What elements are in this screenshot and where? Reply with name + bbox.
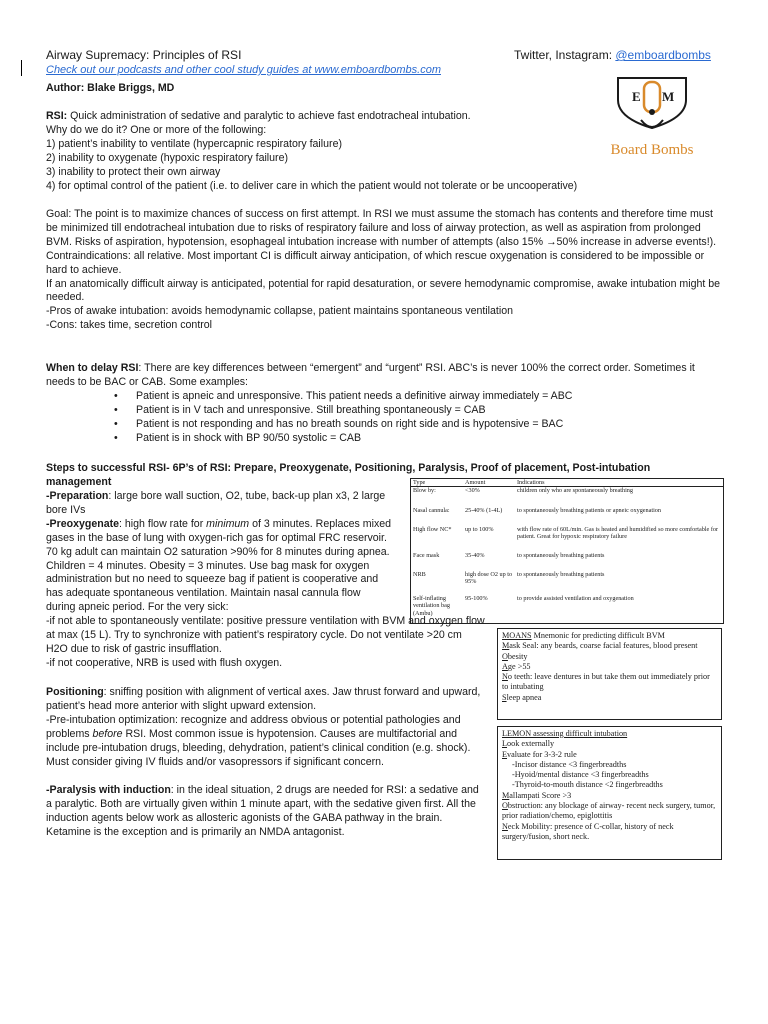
column-header: Type — [411, 479, 463, 487]
lemon-title: LEMON assessing difficult intubation — [502, 729, 628, 738]
list-item: No teeth: leave dentures in but take them out immediately prior to intubating — [502, 672, 710, 692]
delay-examples-list — [114, 390, 706, 446]
rsi-reason: 3) inability to protect their own airway — [46, 165, 221, 178]
list-item: Obstruction: any blockage of airway- recent neck surgery, tumor, prior radiation/chemo, epiglottitis — [502, 801, 716, 821]
list-item: Mask Seal: any beards, coarse facial features, blood present — [502, 641, 698, 651]
list-item: Age >55 — [502, 661, 531, 671]
contraindications-paragraph: Contraindications: all relative. Most important CI is difficult airway anticipation, of which rescue oxygenation is considered to be impossible or hard to achieve. — [46, 249, 705, 276]
moans-box — [497, 628, 722, 720]
list-item: Sleep apnea — [502, 692, 542, 702]
list-item: -Thyroid-to-mouth distance <2 fingerbreadths — [512, 780, 663, 790]
steps-heading: Steps to successful RSI- 6P’s of RSI: Prepare, Preoxygenate, Positioning, Paralysis, Proof of placement, Post-intubation management — [46, 462, 651, 488]
list-item: • Patient is apneic and unresponsive. This patient needs a definitive airway immediately = ABC — [114, 390, 706, 404]
rsi-reason: 2) inability to oxygenate (hypoxic respiratory failure) — [46, 151, 289, 164]
document-title: Airway Supremacy: Principles of RSI — [46, 48, 242, 62]
em-shield-icon — [596, 74, 708, 162]
goal-paragraph: Goal: The point is to maximize chances of success on first attempt. In RSI we must assume the stomach has contents and therefore time must be minimized till endotracheal intubation due to risks of respiratory failure and loss of airway protection, as well as aspiration from prolonged BVM. Risks of aspiration, hypotension, esophageal intubation increase with number of attempts (also 15% →50% increase in adverse events!). — [46, 208, 717, 248]
list-item: Obesity — [502, 651, 528, 661]
text-cursor — [21, 60, 22, 76]
table-row: High flow NC* up to 100% with flow rate of 60L/min. Gas is heated and humidified so more comfortable for patient. Great for hypoxic respiratory failure — [413, 525, 719, 541]
rsi-reason: 4) for optimal control of the patient (i.e. to deliver care in which the patient would not tolerate or be uncooperative) — [46, 179, 578, 192]
social-label: Twitter, Instagram: — [514, 48, 616, 62]
pre-intubation-paragraph: -Pre-intubation optimization: recognize and address obvious or potential pathologies and problems before RSI. Most common issue is hypotension. Causes are multifactorial and include pre-intubation drugs, bleeding, dehydration, patient’s clinical condition (e.g. shock). Must consider giving IV fluids and/or vasopressors if significant concern. — [46, 713, 471, 768]
positioning-section — [46, 686, 486, 769]
prep-preox-section — [46, 490, 392, 615]
list-item: Neck Mobility: presence of C-collar, history of neck surgery/fusion, short neck. — [502, 821, 674, 841]
list-item: Look externally — [502, 739, 555, 749]
column-header: Amount — [463, 479, 515, 487]
table-row: Self-inflating ventilation bag (Ambu) 95-100% to provide assisted ventilation and oxygenation — [413, 594, 634, 617]
author-line: Author: Blake Briggs, MD — [46, 82, 175, 94]
rsi-why: Why do we do it? One or more of the following: — [46, 123, 267, 136]
table-row: Blow by: <30% children only who are spontaneously breathing — [413, 487, 633, 495]
logo-initial-e: E — [632, 89, 641, 104]
positioning-paragraph: Positioning: sniffing position with alignment of vertical axes. Jaw thrust forward and upward, patient’s head more anterior with slight upward extension. — [46, 686, 481, 712]
delay-paragraph: When to delay RSI: There are key differences between “emergent” and “urgent” RSI. ABC’s is never 100% the correct order. Sometimes it needs to be BAC or CAB. Some examples: — [46, 362, 695, 388]
social-handle-link[interactable]: @emboardbombs — [615, 48, 711, 62]
goal-section — [46, 208, 722, 333]
list-item: • Patient is in V tach and unresponsive. Still breathing spontaneously = CAB — [114, 404, 706, 418]
promo-link[interactable]: Check out our podcasts and other cool study guides at www.emboardbombs.com — [46, 64, 441, 76]
paralysis-paragraph: -Paralysis with induction: in the ideal situation, 2 drugs are needed for RSI: a sedative and a paralytic. Both are virtually given within 1 minute apart, with the sedative given first. All the induction agents below work as allosteric agonists of the GABA pathway in the brain. Ketamine is the exception and is primarily an NMDA antagonist. — [46, 784, 479, 838]
logo-brand-text: Board Bombs — [610, 142, 694, 158]
rsi-section — [46, 110, 606, 193]
awake-pros: -Pros of awake intubation: avoids hemodynamic collapse, patient maintains spontaneous ventilation — [46, 305, 513, 318]
list-item: Mallampati Score >3 — [502, 790, 572, 800]
column-header: Indications — [515, 479, 723, 487]
delay-section — [46, 362, 706, 445]
list-item: Evaluate for 3-3-2 rule — [502, 749, 577, 759]
list-item: -Incisor distance <3 fingerbreadths — [512, 759, 627, 769]
table-row: Nasal cannula: 25-40% (1-4L) to spontaneously breathing patients or apneic oxygenation — [413, 506, 661, 514]
preoxygenate-paragraph: -Preoxygenate: high flow rate for minimum of 3 minutes. Replaces mixed gases in the base of lung with oxygen-rich gas for optimal FRC reservoir. 70 kg adult can maintain O2 saturation >90% for 8 minutes during apnea. Children = 4 minutes. Obesity = 3 minutes. Use bag mask for oxygen administration but no need to squeeze bag if patient is cooperative and has adequate spontaneous ventilation. Maintain nasal cannula flow during apneic period. For the very sick: — [46, 517, 392, 614]
lemon-box — [497, 726, 722, 860]
paralysis-section — [46, 784, 486, 840]
preparation-paragraph: -Preparation: large bore wall suction, O2, tube, back-up plan x3, 2 large bore IVs — [46, 490, 386, 516]
rsi-definition: RSI: Quick administration of sedative and paralytic to achieve fast endotracheal intubation. — [46, 110, 471, 122]
table-row: NRB high dose O2 up to 95% to spontaneously breathing patients — [413, 570, 605, 586]
table-row: Face mask 35-40% to spontaneously breathing patients — [413, 551, 605, 559]
table-header-row — [411, 479, 723, 487]
ppv-paragraph: -if not able to spontaneously ventilate: positive pressure ventilation with BVM and oxygen flow at max (15 L). Try to synchronize with patient’s respiratory cycle. Do not ventilate >20 cm H2O due to risk of gastric insufflation. — [46, 615, 485, 655]
difficult-airway-paragraph: If an anatomically difficult airway is anticipated, potential for rapid desaturation, or severe hemodynamic compromise, awake intubation might be needed. — [46, 277, 721, 304]
board-bombs-logo — [596, 74, 708, 162]
list-item: • Patient is in shock with BP 90/50 systolic = CAB — [114, 432, 706, 446]
oxygen-delivery-table — [410, 478, 724, 624]
awake-cons: -Cons: takes time, secretion control — [46, 319, 213, 332]
social-line — [514, 48, 711, 62]
list-item: -Hyoid/mental distance <3 fingerbreadths — [512, 770, 649, 780]
rsi-reason: 1) patient’s inability to ventilate (hypercapnic respiratory failure) — [46, 137, 342, 150]
nrb-paragraph: -if not cooperative, NRB is used with flush oxygen. — [46, 656, 283, 669]
logo-initial-m: M — [662, 89, 675, 104]
list-item: • Patient is not responding and has no breath sounds on right side and is hypotensive = BAC — [114, 418, 706, 432]
moans-title: MOANS Mnemonic for predicting difficult BVM — [502, 631, 665, 640]
